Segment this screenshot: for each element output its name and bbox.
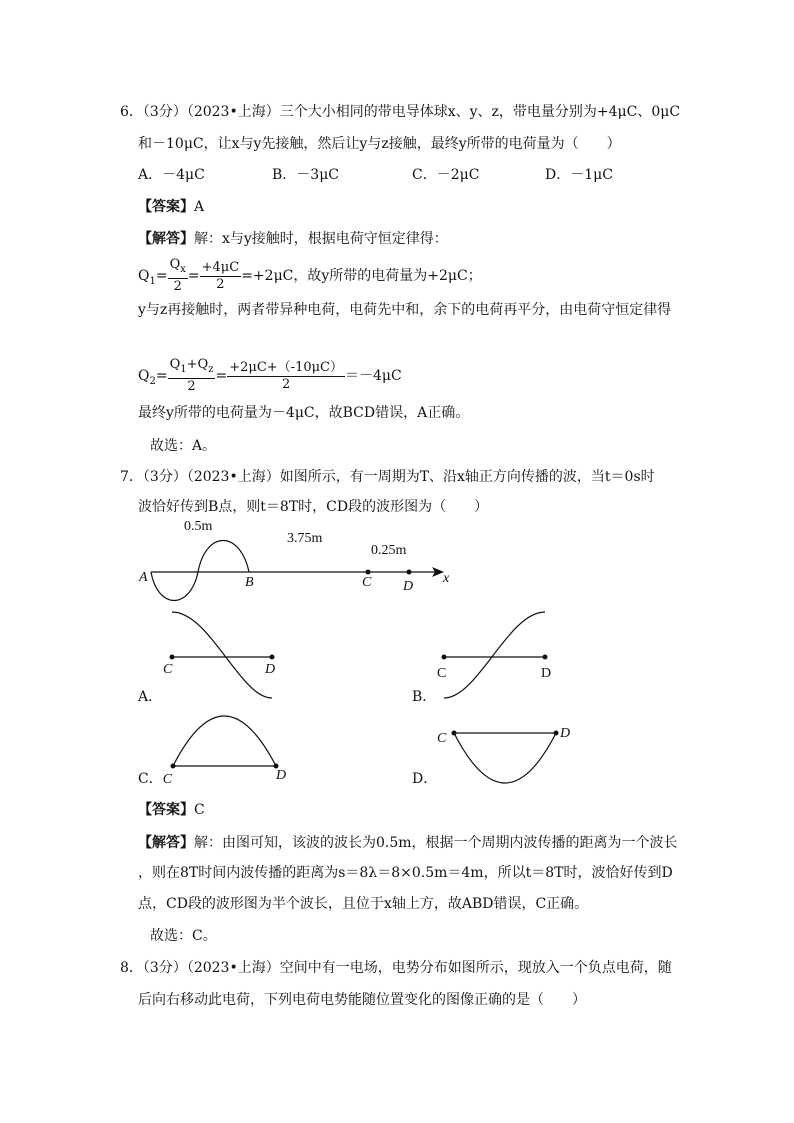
option-a-point-c: C xyxy=(163,662,173,677)
q7-option-c: C．C xyxy=(138,771,173,787)
q7-stem-line2: 波恰好传到B点，则t＝8T时，CD段的波形图为（ ） xyxy=(138,499,489,515)
answer-tag: 【答案】 xyxy=(138,199,194,215)
option-a-point-d: D xyxy=(265,662,276,677)
q6-stem-line1: 6．（3分）（2023•上海）三个大小相同的带电导体球x、y、z，带电量分别为+4μC、0μC xyxy=(120,104,681,120)
answer-value: A xyxy=(194,199,205,215)
option-b-point-d: D xyxy=(541,666,552,681)
q7-choice: 故选：C。 xyxy=(150,928,217,944)
option-a-curve xyxy=(172,612,272,698)
option-d-point-d: D xyxy=(560,726,571,741)
q7-stem-line1: 7．（3分）（2023•上海）如图所示，有一周期为T、沿x轴正方向传播的波，当t＝0s时 xyxy=(120,469,655,485)
q7-analysis-line1: 【解答】解：由图可知，该波的波长为0.5m，根据一个周期内波传播的距离为一个波长 xyxy=(138,835,678,851)
point-d: D xyxy=(403,579,414,594)
fraction: $\frac{+4\mu C}{2}$ xyxy=(201,259,240,292)
label-3-75m: 3.75m xyxy=(287,531,323,546)
option-d-point-c: C xyxy=(437,731,447,746)
q6-equation-1: $Q_1=$ $\frac{Q_x}{2}$ = $\frac{+4\mu C}{2}$ =+2μC，故y所带的电荷量为+2μC； xyxy=(138,257,482,294)
q6-choice: 故选：A。 xyxy=(150,438,217,454)
option-c-curve xyxy=(173,716,276,766)
axis-x-label: x xyxy=(443,571,450,586)
q6-equation-2: $Q_2=$ $\frac{Q_1+Q_z}{2}$ = $\frac{+2\mu C+(-10\mu C)}{2}$ ＝－4μC xyxy=(138,357,402,394)
q7-option-b: B． xyxy=(412,689,437,705)
option-d-curve xyxy=(454,733,556,783)
q6-stem-line2: 和－10μC，让x与y先接触，然后让y与z接触，最终y所带的电荷量为（ ） xyxy=(138,136,621,152)
fraction: $\frac{Q_x}{2}$ xyxy=(169,257,186,294)
q7-analysis-line3: 点，CD段的波形图为半个波长，且位于x轴上方，故ABD错误，C正确。 xyxy=(138,896,589,912)
option-c-point-d: D xyxy=(276,768,287,783)
q6-analysis-line1: 【解答】解：x与y接触时，根据电荷守恒定律得： xyxy=(138,231,448,247)
q7-analysis-line2: ，则在8T时间内波传播的距离为s＝8λ＝8×0.5m＝4m，所以t＝8T时，波恰好传到D xyxy=(138,865,673,881)
q8-stem-line1: 8．（3分）（2023•上海）空间中有一电场，电势分布如图所示，现放入一个负点电荷，随 xyxy=(120,960,672,976)
q7-answer: 【答案】C xyxy=(138,802,205,818)
option-c-point-c: C xyxy=(162,772,173,787)
option-b-curve xyxy=(444,612,545,698)
q6-option-d: D．－1μC xyxy=(545,167,613,183)
q6-analysis-line3: 最终y所带的电荷量为－4μC，故BCD错误，A正确。 xyxy=(138,405,470,421)
q7-option-a: A． xyxy=(138,689,163,705)
label-0-25m: 0.25m xyxy=(371,543,407,558)
q6-option-c: C．－2μC xyxy=(412,167,480,183)
point-c: C xyxy=(362,575,372,590)
q7-option-d: D． xyxy=(412,771,438,787)
q6-option-b: B．－3μC xyxy=(272,167,340,183)
point-b: B xyxy=(245,575,254,590)
q6-analysis-line2: y与z再接触时，两者带异种电荷，电荷先中和，余下的电荷再平分，由电荷守恒定律得 xyxy=(138,302,672,318)
q8-stem-line2: 后向右移动此电荷，下列电荷电势能随位置变化的图像正确的是（ ） xyxy=(138,992,586,1008)
analysis-tag: 【解答】 xyxy=(138,231,194,247)
fraction: $\frac{+2\mu C+(-10\mu C)}{2}$ xyxy=(229,359,344,392)
q6-option-a: A．－4μC xyxy=(138,167,205,183)
fraction: $\frac{Q_1+Q_z}{2}$ xyxy=(169,357,214,394)
point-a: A xyxy=(139,570,148,585)
label-0-5m: 0.5m xyxy=(184,519,213,534)
option-b-point-c: C xyxy=(437,666,447,681)
